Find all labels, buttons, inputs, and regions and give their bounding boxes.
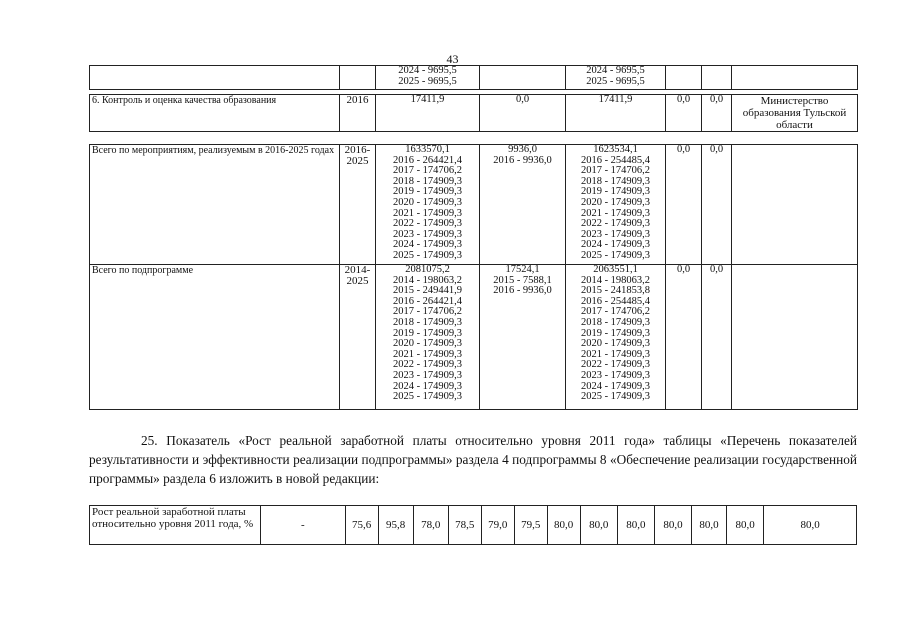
measure-name: 6. Контроль и оценка качества образования	[90, 95, 340, 132]
cell-line: 9936,0	[508, 144, 537, 155]
cell-line: 2025 - 174909,3	[392, 249, 463, 261]
table-cell	[702, 66, 732, 90]
table-cell	[480, 66, 566, 90]
table-row	[90, 265, 858, 410]
table-cell	[566, 66, 666, 90]
cell-line: 2024 - 174909,3	[580, 380, 651, 392]
responsible-org	[732, 265, 858, 410]
table-totals	[89, 144, 858, 410]
municipal-cell: 0,0	[666, 265, 702, 410]
cell-line: 2017 - 174706,2	[580, 306, 651, 318]
cell-line: 2021 - 174909,3	[392, 348, 463, 360]
cell-line: 2017 - 174706,2	[580, 165, 651, 177]
cell-line: 2024 - 174909,3	[392, 380, 463, 392]
cell-line: 17524,1	[505, 264, 540, 275]
indicator-table	[89, 505, 857, 545]
other-cell: 0,0	[702, 145, 732, 265]
cell-line: 2020 - 174909,3	[580, 338, 651, 350]
cell-line: 2081075,2	[405, 264, 450, 275]
table-cell	[376, 66, 480, 90]
cell-line: 2016 - 9936,0	[493, 285, 552, 297]
indicator-value: 80,0	[764, 506, 857, 545]
measure-name: Всего по подпрограмме	[90, 265, 340, 410]
responsible-org	[732, 145, 858, 265]
federal-cell	[480, 145, 566, 265]
cell-line: 2016 - 264421,4	[392, 154, 463, 166]
table-cell	[666, 66, 702, 90]
regional-cell	[566, 145, 666, 265]
cell-line: 2017 - 174706,2	[392, 306, 463, 318]
cell-line: 2019 - 174909,3	[392, 186, 463, 198]
paragraph-text: 25. Показатель «Рост реальной заработной платы относительно уровня 2011 года» таблицы «Перечень показателей результативности и эффективности реализации подпрограммы» раздела 4 подпрограммы 8 «Обеспечение реализации государственной программы» раздела 6 изложить в новой редакции:	[89, 433, 857, 486]
table-row	[90, 145, 858, 265]
cell-line: 2016 - 254485,4	[580, 154, 651, 166]
cell-line: 2024 - 9695,5	[398, 65, 457, 76]
indicator-value: 95,8	[378, 506, 413, 545]
cell-line: 2019 - 174909,3	[580, 327, 651, 339]
cell-line: 2025 - 9695,5	[586, 75, 645, 87]
cell-line: 2018 - 174909,3	[392, 175, 463, 187]
cell-line: 2023 - 174909,3	[580, 228, 651, 240]
table-row6	[89, 94, 858, 132]
indicator-value: 75,6	[345, 506, 378, 545]
table-cell	[90, 66, 340, 90]
page-number: 43	[446, 52, 459, 66]
years-cell: 2016-2025	[340, 145, 376, 265]
indicator-value: 80,0	[692, 506, 727, 545]
cell-line: 2025 - 174909,3	[392, 391, 463, 403]
cell-line: 2016 - 264421,4	[392, 295, 463, 307]
cell-line: 2024 - 174909,3	[392, 239, 463, 251]
cell-line: 2024 - 9695,5	[586, 65, 645, 76]
cell-line: 2025 - 174909,3	[580, 249, 651, 261]
cell-line: 2022 - 174909,3	[580, 359, 651, 371]
responsible-org: Министерство образования Тульской области	[732, 95, 858, 132]
cell-line: 2020 - 174909,3	[580, 196, 651, 208]
cell-line: 2022 - 174909,3	[580, 218, 651, 230]
cell-line: 2018 - 174909,3	[392, 316, 463, 328]
cell-line: 2024 - 174909,3	[580, 239, 651, 251]
cell-line: 1633570,1	[405, 144, 450, 155]
cell-line: 2016 - 9936,0	[493, 154, 552, 166]
cell-line: 2021 - 174909,3	[580, 348, 651, 360]
years-cell: 2014-2025	[340, 265, 376, 410]
federal-cell	[480, 265, 566, 410]
indicator-value: 78,0	[413, 506, 448, 545]
indicator-name: Рост реальной заработной платы относительно уровня 2011 года, %	[90, 506, 261, 545]
indicator-value: 79,0	[481, 506, 514, 545]
cell-line: 2020 - 174909,3	[392, 196, 463, 208]
measure-name: Всего по мероприятиям, реализуемым в 2016-2025 годах	[90, 145, 340, 265]
cell-line: 2023 - 174909,3	[392, 369, 463, 381]
municipal-cell: 0,0	[666, 95, 702, 132]
table-row	[90, 95, 858, 132]
cell-line: 2019 - 174909,3	[392, 327, 463, 339]
indicator-value: -	[261, 506, 346, 545]
cell-line: 2025 - 174909,3	[580, 391, 651, 403]
cell-line: 2017 - 174706,2	[392, 165, 463, 177]
cell-line: 2014 - 198063,2	[392, 274, 463, 286]
cell-line: 2015 - 7588,1	[493, 274, 552, 286]
cell-line: 2018 - 174909,3	[580, 316, 651, 328]
total-cell: 17411,9	[376, 95, 480, 132]
total-cell	[376, 265, 480, 410]
table-continuation	[89, 65, 858, 90]
cell-line: 1623534,1	[593, 144, 638, 155]
indicator-value: 80,0	[727, 506, 764, 545]
other-cell: 0,0	[702, 95, 732, 132]
regional-cell: 17411,9	[566, 95, 666, 132]
total-cell	[376, 145, 480, 265]
indicator-value: 80,0	[617, 506, 654, 545]
cell-line: 2021 - 174909,3	[580, 207, 651, 219]
federal-cell: 0,0	[480, 95, 566, 132]
table-cell	[340, 66, 376, 90]
table-row	[90, 506, 857, 545]
indicator-value: 78,5	[448, 506, 481, 545]
cell-line: 2021 - 174909,3	[392, 207, 463, 219]
indicator-value: 79,5	[514, 506, 547, 545]
indicator-value: 80,0	[654, 506, 691, 545]
cell-line: 2023 - 174909,3	[392, 228, 463, 240]
cell-line: 2022 - 174909,3	[392, 359, 463, 371]
table-cell	[732, 66, 858, 90]
regional-cell	[566, 265, 666, 410]
indicator-value: 80,0	[580, 506, 617, 545]
cell-line: 2022 - 174909,3	[392, 218, 463, 230]
years-cell: 2016	[340, 95, 376, 132]
indicator-value: 80,0	[547, 506, 580, 545]
table-row	[90, 66, 858, 90]
other-cell: 0,0	[702, 265, 732, 410]
cell-line: 2019 - 174909,3	[580, 186, 651, 198]
cell-line: 2063551,1	[593, 264, 638, 275]
cell-line: 2014 - 198063,2	[580, 274, 651, 286]
municipal-cell: 0,0	[666, 145, 702, 265]
cell-line: 2020 - 174909,3	[392, 338, 463, 350]
amendment-paragraph	[89, 431, 857, 488]
cell-line: 2023 - 174909,3	[580, 369, 651, 381]
cell-line: 2015 - 241853,8	[580, 285, 651, 297]
cell-line: 2025 - 9695,5	[398, 75, 457, 87]
cell-line: 2016 - 254485,4	[580, 295, 651, 307]
cell-line: 2015 - 249441,9	[392, 285, 463, 297]
cell-line: 2018 - 174909,3	[580, 175, 651, 187]
